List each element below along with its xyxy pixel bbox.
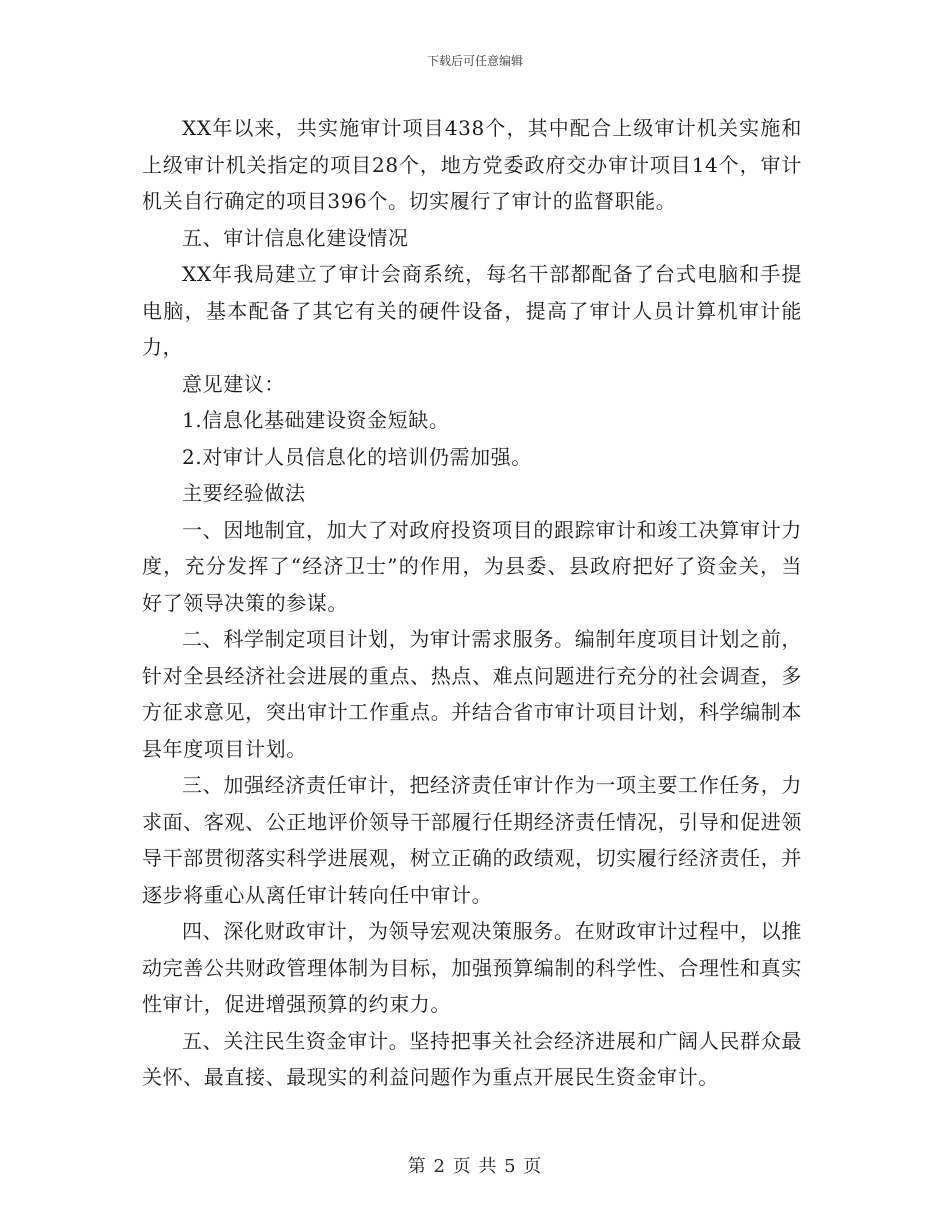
paragraph-experience-4: 四、深化财政审计，为领导宏观决策服务。在财政审计过程中，以推动完善公共财政管理体制为目标，加强预算编制的科学性、合理性和真实性审计，促进增强预算的约束力。 (142, 919, 802, 1016)
document-body (142, 110, 802, 1096)
heading-main-experience: 主要经验做法 (182, 481, 306, 505)
paragraph-experience-3: 三、加强经济责任审计，把经济责任审计作为一项主要工作任务，力求面、客观、公正地评价领导干部履行任期经济责任情况，引导和促进领导干部贯彻落实科学进展观，树立正确的政绩观，切实履行经济责任，并逐步将重心从离任审计转向任中审计。 (142, 773, 802, 907)
paragraph-informatization: XX年我局建立了审计会商系统，每名干部都配备了台式电脑和手提电脑，基本配备了其它有关的硬件设备，提高了审计人员计算机审计能力， (142, 262, 802, 359)
paragraph-experience-2: 二、科学制定项目计划，为审计需求服务。编制年度项目计划之前，针对全县经济社会进展的重点、热点、难点问题进行充分的社会调查，多方征求意见，突出审计工作重点。并结合省市审计项目计划，科学编制本县年度项目计划。 (142, 627, 802, 761)
section-heading-informatization: 五、审计信息化建设情况 (182, 225, 409, 250)
paragraph-experience-5: 五、关注民生资金审计。坚持把事关社会经济进展和广阔人民群众最关怀、最直接、最现实的利益问题作为重点开展民生资金审计。 (142, 1028, 802, 1089)
paragraph-experience-1: 一、因地制宜，加大了对政府投资项目的跟踪审计和竣工决算审计力度，充分发挥了“经济卫士”的作用，为县委、县政府把好了资金关，当好了领导决策的参谋。 (142, 517, 802, 615)
heading-suggestions: 意见建议： (182, 371, 285, 396)
suggestion-item-2: 2.对审计人员信息化的培训仍需加强。 (182, 444, 532, 469)
page-header: 下载后可任意编辑 (426, 54, 523, 68)
paragraph-audit-projects: XX年以来，共实施审计项目438个，其中配合上级审计机关实施和上级审计机关指定的项目28个，地方党委政府交办审计项目14个，审计机关自行确定的项目396个。切实履行了审计的监督职能。 (142, 116, 802, 213)
page-number-footer: 第 2 页 共 5 页 (407, 1156, 543, 1177)
suggestion-item-1: 1.信息化基础建设资金短缺。 (182, 408, 450, 432)
